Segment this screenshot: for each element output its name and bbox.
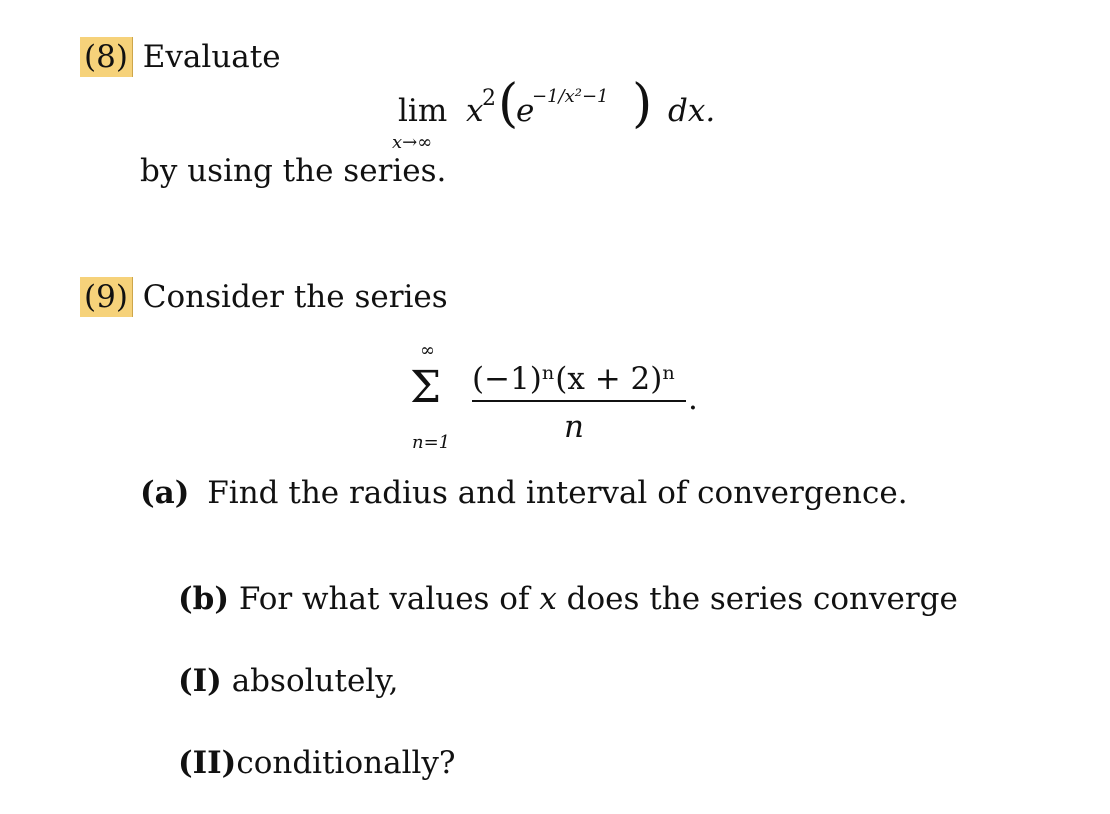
- problem-8-number: (8): [80, 37, 133, 77]
- part-i: [178, 663, 399, 699]
- part-a: [140, 475, 908, 511]
- lim-base-x: x: [466, 93, 484, 129]
- series-denominator: n: [564, 409, 584, 445]
- limit-expression: [392, 74, 738, 153]
- dx-term: dx.: [668, 93, 716, 129]
- series-period: .: [688, 381, 698, 417]
- series-numerator: (−1)ⁿ(x + 2)ⁿ: [472, 361, 676, 397]
- part-i-text: absolutely,: [231, 663, 399, 699]
- e-base: e: [516, 93, 535, 129]
- part-a-label: (a): [140, 475, 190, 511]
- sigma-upper-limit: ∞: [420, 340, 435, 361]
- series-expression: [400, 340, 720, 460]
- sigma-lower-limit: n=1: [412, 432, 451, 453]
- problem-9-intro: Consider the series: [142, 279, 448, 315]
- problem-8-header: [80, 39, 281, 75]
- open-paren: (: [498, 74, 519, 134]
- lim-subscript: x→∞: [392, 132, 433, 153]
- problem-8-intro: Evaluate: [142, 39, 281, 75]
- fraction-bar: [472, 400, 686, 402]
- problem-9-header: [80, 279, 448, 315]
- lim-operator: lim: [398, 93, 448, 129]
- part-b-text-1: For what values of: [238, 581, 530, 617]
- part-i-label: (I): [178, 663, 222, 699]
- problem-8-outro: by using the series.: [140, 153, 447, 189]
- part-ii-label: (II): [178, 745, 237, 781]
- sigma-symbol: Σ: [410, 362, 442, 413]
- part-ii: [178, 745, 456, 781]
- part-b-label: (b): [178, 581, 230, 617]
- problem-9-number: (9): [80, 277, 133, 317]
- part-b-text-2: does the series converge: [566, 581, 958, 617]
- part-ii-text: conditionally?: [236, 745, 456, 781]
- part-a-text: Find the radius and interval of convergence.: [207, 475, 908, 511]
- close-paren: ): [632, 74, 653, 134]
- part-b: [178, 581, 958, 617]
- e-exponent: −1/x²−1: [532, 86, 609, 107]
- lim-base-exponent: 2: [482, 86, 496, 111]
- part-b-variable: x: [539, 581, 557, 617]
